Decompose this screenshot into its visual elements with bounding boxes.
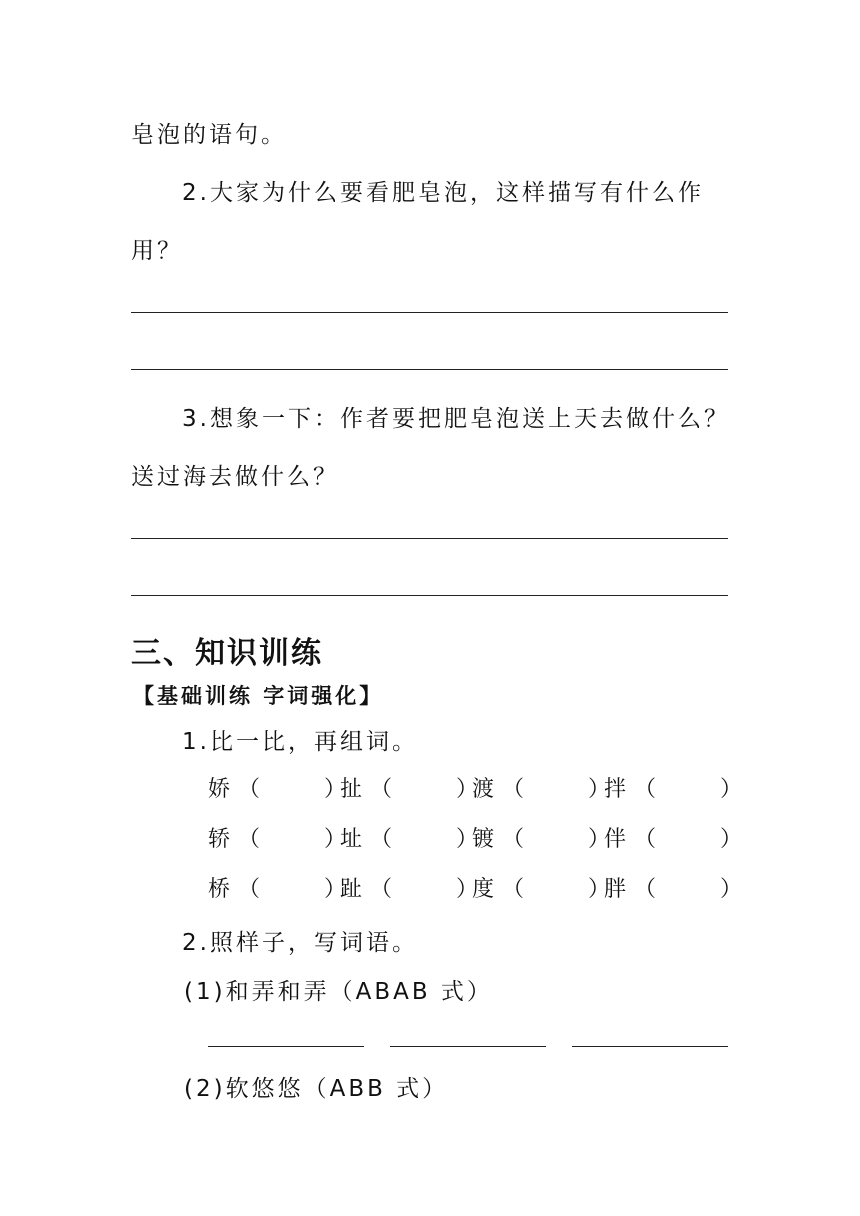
close-paren: ）	[324, 777, 347, 802]
open-paren: （	[634, 877, 657, 902]
compare-character: 伴	[604, 827, 627, 852]
section-heading: 三、知识训练	[131, 636, 323, 671]
exercise-2-label: 2.照样子，写词语。	[182, 930, 418, 956]
compare-cell[interactable]	[340, 872, 479, 903]
compare-character: 渡	[472, 777, 495, 802]
open-paren: （	[634, 777, 657, 802]
open-paren: （	[502, 877, 525, 902]
close-paren: ）	[324, 827, 347, 852]
exercise-2-sub-1: (1)和弄和弄（ABAB 式）	[184, 979, 493, 1005]
compare-character: 址	[340, 827, 363, 852]
question-2-line-1: 2.大家为什么要看肥皂泡，这样描写有什么作	[182, 180, 704, 206]
compare-character: 胖	[604, 877, 627, 902]
exercise-1-label: 1.比一比，再组词。	[182, 729, 418, 755]
word-blank[interactable]	[208, 1046, 364, 1047]
compare-character: 轿	[208, 827, 231, 852]
section-subheading: 【基础训练 字词强化】	[133, 684, 384, 708]
open-paren: （	[502, 827, 525, 852]
answer-line[interactable]	[131, 595, 728, 596]
compare-cell[interactable]	[472, 872, 611, 903]
open-paren: （	[238, 777, 261, 802]
compare-character: 趾	[340, 877, 363, 902]
compare-cell[interactable]	[340, 822, 479, 853]
compare-cell[interactable]	[472, 772, 611, 803]
compare-cell[interactable]	[208, 872, 347, 903]
compare-character: 拌	[604, 777, 627, 802]
answer-line[interactable]	[131, 538, 728, 539]
question-1-tail: 皂泡的语句。	[131, 122, 287, 148]
compare-character: 扯	[340, 777, 363, 802]
open-paren: （	[238, 827, 261, 852]
compare-cell[interactable]	[604, 872, 743, 903]
close-paren: ）	[720, 877, 743, 902]
compare-cell[interactable]	[604, 822, 743, 853]
close-paren: ）	[324, 877, 347, 902]
compare-character: 镀	[472, 827, 495, 852]
close-paren: ）	[720, 777, 743, 802]
question-3-line-1: 3.想象一下：作者要把肥皂泡送上天去做什么？	[182, 406, 730, 432]
open-paren: （	[370, 827, 393, 852]
compare-character: 度	[472, 877, 495, 902]
close-paren: ）	[456, 827, 479, 852]
answer-line[interactable]	[131, 369, 728, 370]
open-paren: （	[634, 827, 657, 852]
compare-cell[interactable]	[472, 822, 611, 853]
compare-character: 娇	[208, 777, 231, 802]
question-2-line-2: 用？	[131, 238, 183, 264]
close-paren: ）	[720, 827, 743, 852]
close-paren: ）	[456, 877, 479, 902]
compare-character: 桥	[208, 877, 231, 902]
close-paren: ）	[588, 827, 611, 852]
exercise-2-sub-2: (2)软悠悠（ABB 式）	[184, 1076, 449, 1102]
compare-cell[interactable]	[340, 772, 479, 803]
open-paren: （	[502, 777, 525, 802]
close-paren: ）	[588, 777, 611, 802]
word-blank[interactable]	[390, 1046, 546, 1047]
compare-cell[interactable]	[604, 772, 743, 803]
word-blank[interactable]	[572, 1046, 728, 1047]
compare-cell[interactable]	[208, 822, 347, 853]
question-3-line-2: 送过海去做什么？	[131, 464, 339, 490]
open-paren: （	[238, 877, 261, 902]
open-paren: （	[370, 777, 393, 802]
answer-line[interactable]	[131, 312, 728, 313]
compare-cell[interactable]	[208, 772, 347, 803]
open-paren: （	[370, 877, 393, 902]
close-paren: ）	[588, 877, 611, 902]
close-paren: ）	[456, 777, 479, 802]
